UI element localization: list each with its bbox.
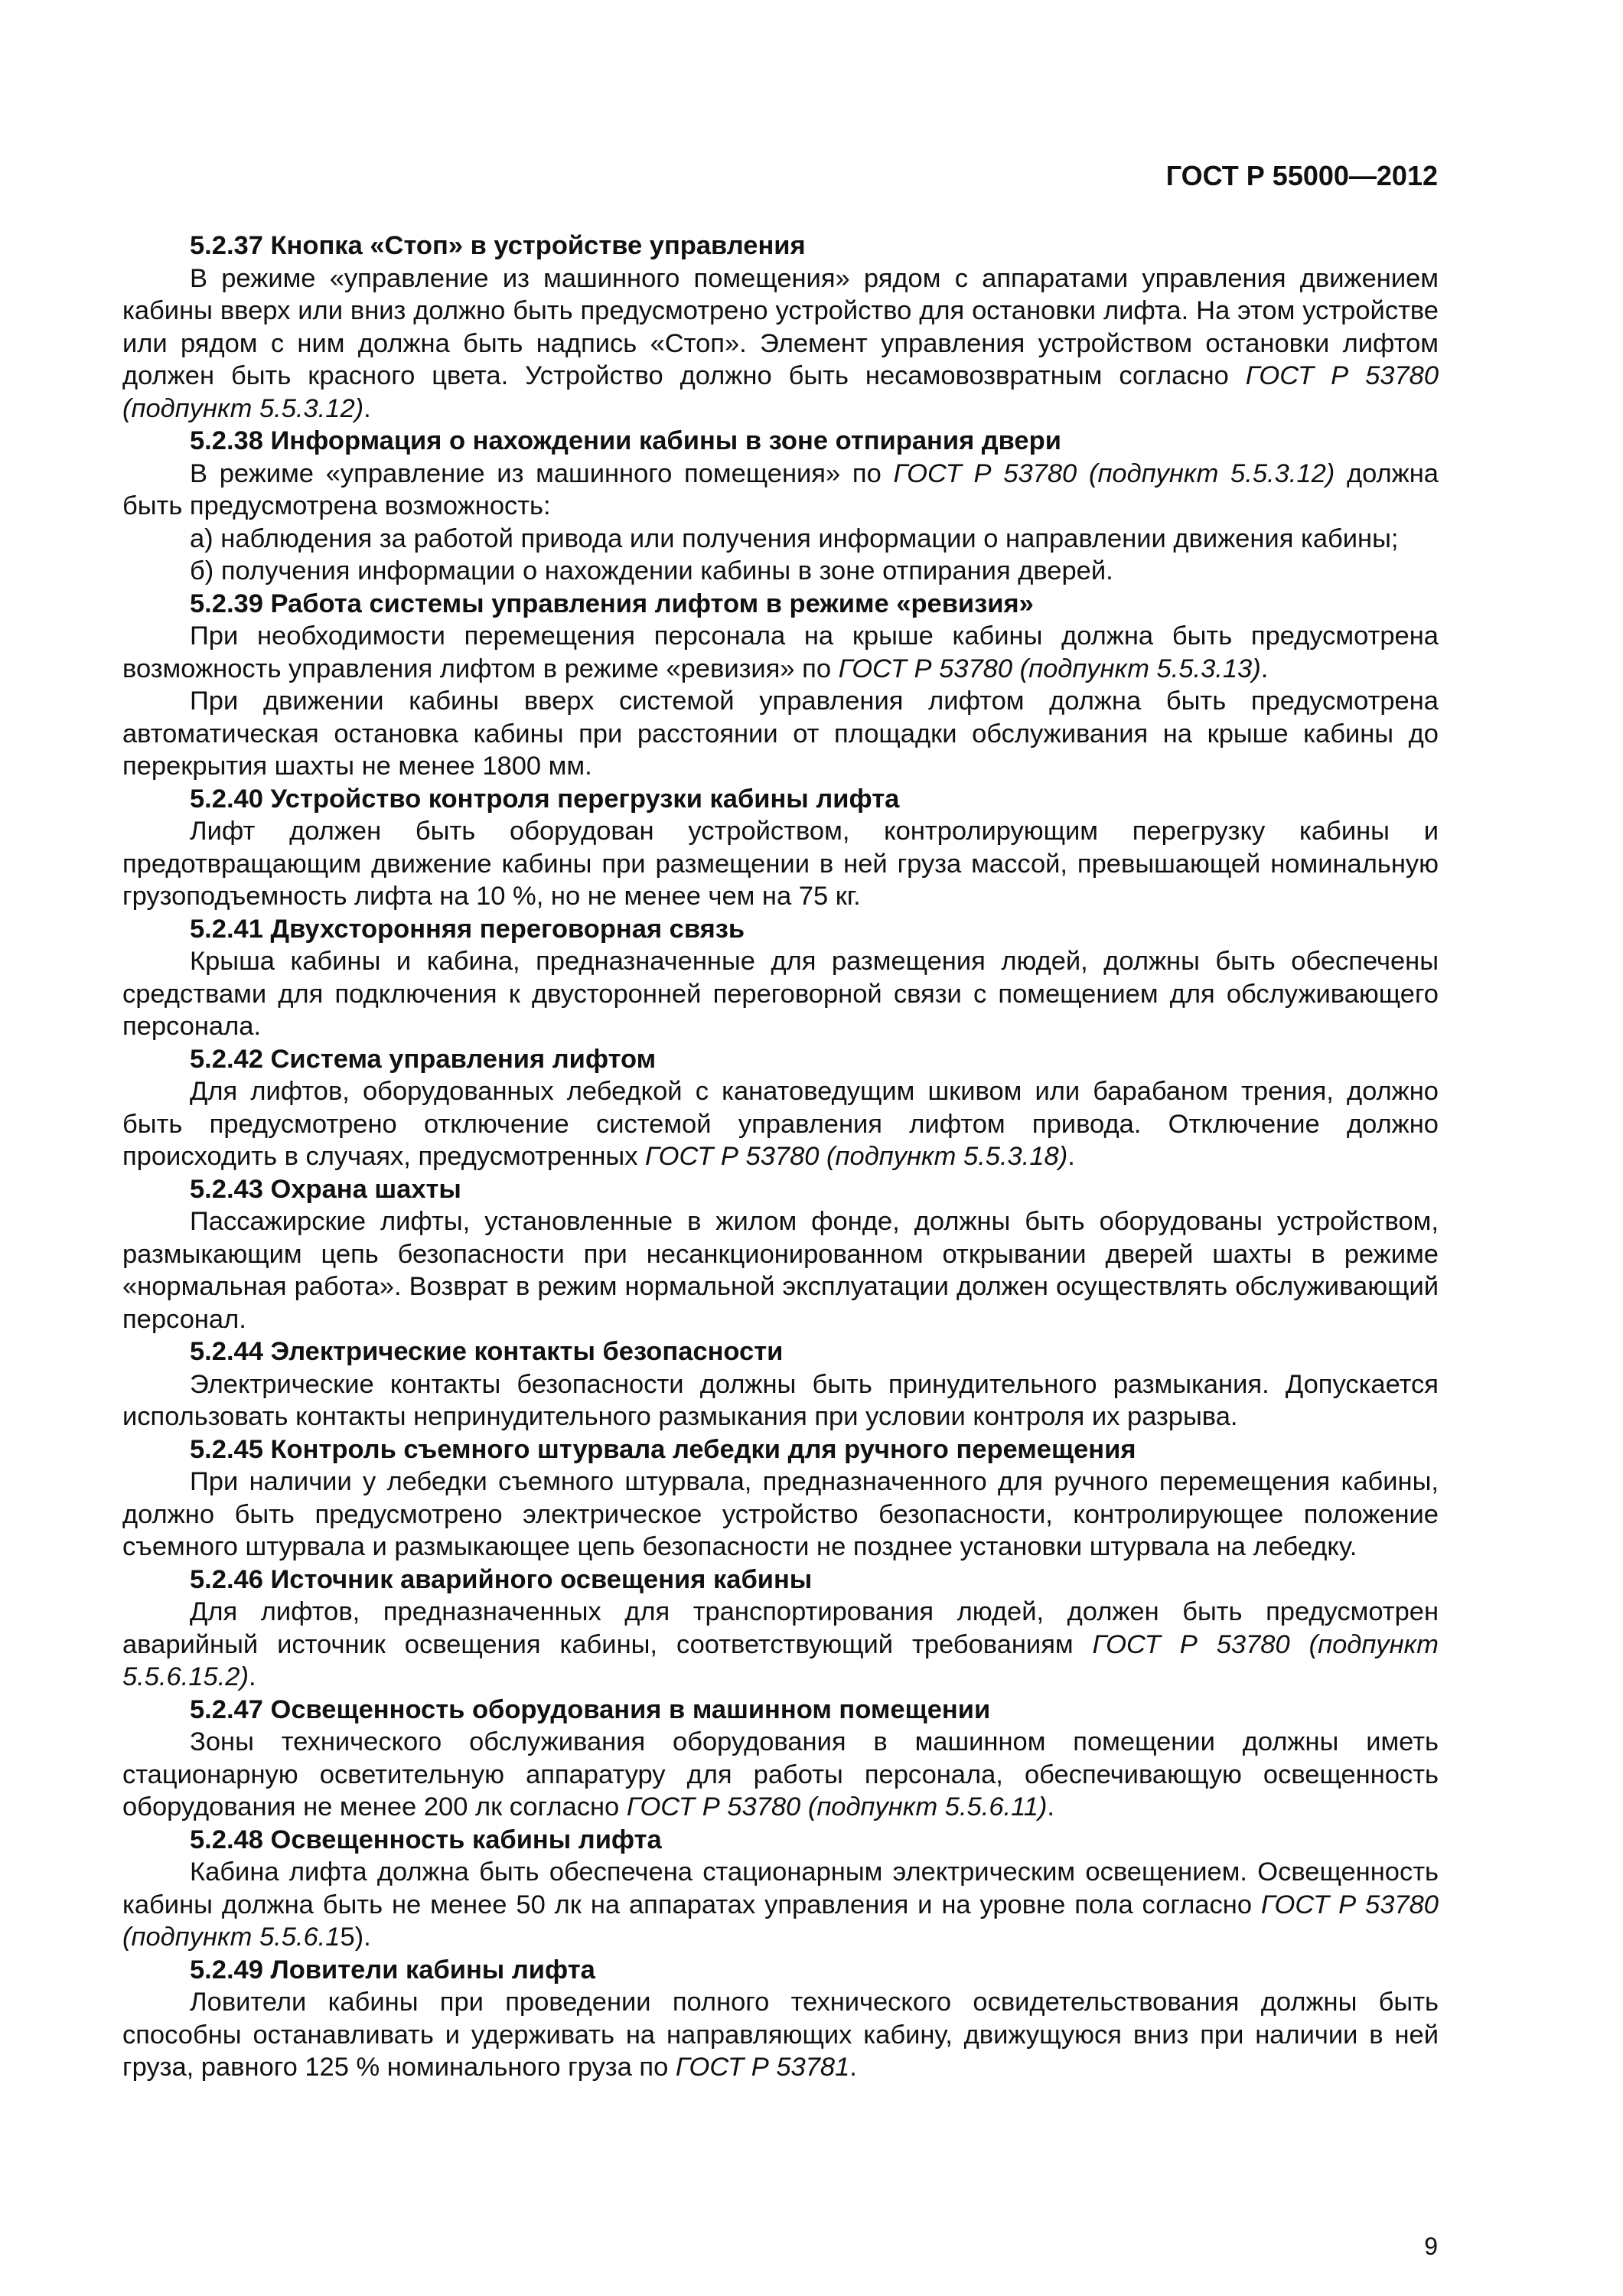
paragraph-text: Для лифтов, оборудованных лебедкой с канатоведущим шкивом или барабаном трения, должно быть предусмотрено отключение системой управления лифтом привода. Отключение должно происходить в случаях, предусмотренных: [122, 1077, 1439, 1171]
page-number: 9: [1424, 2232, 1438, 2260]
paragraph: [122, 1466, 1439, 1564]
document-code-header: ГОСТ Р 55000—2012: [1165, 160, 1438, 191]
standard-reference: ГОСТ Р 53780 (подпункт 5.5.6.15.2): [122, 1629, 1439, 1691]
paragraph: [122, 458, 1439, 523]
paragraph: [122, 1368, 1439, 1433]
paragraph-text: Кабина лифта должна быть обеспечена стационарным электрическим освещением. Освещенность кабины должна быть не менее 50 лк на аппаратах управления и на уровне пола согласно: [122, 1857, 1439, 1919]
section-title: 5.2.41 Двухсторонняя переговорная связь: [190, 914, 745, 944]
paragraph-text: Зоны технического обслуживания оборудования в машинном помещении должны иметь стационарную осветительную аппаратуру для работы персонала, обеспечивающую освещенность оборудования не менее 200 лк согласно: [122, 1727, 1439, 1821]
document-body: [122, 230, 1439, 2084]
section-title: 5.2.37 Кнопка «Стоп» в устройстве управления: [190, 231, 806, 260]
standard-reference: ГОСТ Р 53781: [675, 2053, 850, 2082]
section-title: 5.2.42 Система управления лифтом: [190, 1044, 657, 1074]
paragraph-text: .: [363, 393, 371, 423]
section-5-2-41: [122, 913, 1439, 1043]
paragraph: [122, 1075, 1439, 1173]
paragraph-text: В режиме «управление из машинного помещения» по: [190, 458, 894, 488]
section-title: 5.2.45 Контроль съемного штурвала лебедки для ручного перемещения: [190, 1434, 1136, 1464]
section-title: 5.2.49 Ловители кабины лифта: [190, 1955, 595, 1985]
paragraph: [122, 620, 1439, 685]
paragraph-text: 5).: [340, 1923, 371, 1952]
section-title: 5.2.40 Устройство контроля перегрузки кабины лифта: [190, 784, 900, 814]
standard-reference: ГОСТ Р 53780 (подпункт 5.5.3.12): [122, 361, 1439, 423]
paragraph: [122, 523, 1439, 556]
paragraph-text: .: [1260, 654, 1269, 683]
paragraph-text: Лифт должен быть оборудован устройством, контролирующим перегрузку кабины и предотвращающим движение кабины при размещении в ней груза массой, превышающей номинальную грузоподъемность лифта на 10 %, но не менее чем на 75 кг.: [122, 817, 1439, 911]
paragraph: [122, 1856, 1439, 1954]
section-5-2-48: [122, 1824, 1439, 1954]
paragraph-text: .: [1067, 1142, 1075, 1171]
standard-reference: ГОСТ Р 53780 (подпункт 5.5.6.1: [122, 1890, 1439, 1952]
section-title: 5.2.46 Источник аварийного освещения кабины: [190, 1564, 813, 1594]
paragraph-text: При наличии у лебедки съемного штурвала, предназначенного для ручного перемещения кабины, должно быть предусмотрено электрическое устройство безопасности, контролирующее положение съемного штурвала и размыкающее цепь безопасности не позднее установки штурвала на лебедку.: [122, 1467, 1439, 1561]
standard-reference: ГОСТ Р 53780 (подпункт 5.5.3.13): [838, 654, 1261, 683]
paragraph: [122, 263, 1439, 426]
section-5-2-39: [122, 588, 1439, 783]
paragraph-text: б) получения информации о нахождении кабины в зоне отпирания дверей.: [190, 556, 1113, 585]
paragraph: [122, 945, 1439, 1043]
section-title: 5.2.47 Освещенность оборудования в машинном помещении: [190, 1694, 991, 1724]
paragraph-text: а) наблюдения за работой привода или получения информации о направлении движения кабины;: [190, 523, 1399, 553]
paragraph: [122, 555, 1439, 588]
paragraph: [122, 1726, 1439, 1824]
section-5-2-40: [122, 783, 1439, 913]
paragraph-text: .: [248, 1662, 256, 1691]
section-5-2-45: [122, 1433, 1439, 1564]
section-5-2-46: [122, 1564, 1439, 1694]
section-5-2-44: [122, 1336, 1439, 1433]
section-5-2-38: [122, 425, 1439, 588]
paragraph-text: Пассажирские лифты, установленные в жилом фонде, должны быть оборудованы устройством, размыкающим цепь безопасности при несанкционированном открывании дверей шахты в режиме «нормальная работа». Возврат в режим нормальной эксплуатации должен осуществлять обслуживающий персонал.: [122, 1207, 1439, 1334]
section-title: 5.2.44 Электрические контакты безопасности: [190, 1337, 784, 1366]
standard-reference: ГОСТ Р 53780 (подпункт 5.5.6.11): [626, 1792, 1048, 1821]
paragraph-text: должна быть предусмотрена возможность:: [122, 458, 1439, 520]
paragraph: [122, 815, 1439, 913]
section-5-2-42: [122, 1043, 1439, 1173]
section-5-2-49: [122, 1954, 1439, 2084]
paragraph-text: Крыша кабины и кабина, предназначенные для размещения людей, должны быть обеспечены средствами для подключения к двусторонней переговорной связи с помещением для обслуживающего персонала.: [122, 947, 1439, 1041]
section-title: 5.2.43 Охрана шахты: [190, 1174, 461, 1204]
paragraph: [122, 1986, 1439, 2084]
paragraph-text: Ловители кабины при проведении полного технического освидетельствования должны быть способны останавливать и удерживать на направляющих кабину, движущуюся вниз при наличии в ней груза, равного 125 % номинального груза по: [122, 1988, 1439, 2082]
standard-reference: ГОСТ Р 53780 (подпункт 5.5.3.12): [893, 458, 1335, 488]
paragraph-text: .: [849, 2053, 857, 2082]
section-title: 5.2.38 Информация о нахождении кабины в зоне отпирания двери: [190, 426, 1061, 455]
paragraph: [122, 1596, 1439, 1694]
standard-reference: ГОСТ Р 53780 (подпункт 5.5.3.18): [645, 1142, 1068, 1171]
paragraph: [122, 1205, 1439, 1336]
section-title: 5.2.39 Работа системы управления лифтом в режиме «ревизия»: [190, 589, 1034, 618]
paragraph-text: Для лифтов, предназначенных для транспортирования людей, должен быть предусмотрен аварийный источник освещения кабины, соответствующий требованиям: [122, 1597, 1439, 1659]
paragraph-text: В режиме «управление из машинного помещения» рядом с аппаратами управления движением кабины вверх или вниз должно быть предусмотрено устройство для остановки лифта. На этом устройстве или рядом с ним должна быть надпись «Стоп». Элемент управления устройством остановки лифтом должен быть красного цвета. Устройство должно быть несамовозвратным согласно: [122, 263, 1439, 390]
section-5-2-47: [122, 1694, 1439, 1824]
paragraph-text: При движении кабины вверх системой управления лифтом должна быть предусмотрена автоматическая остановка кабины при расстоянии от площадки обслуживания на крыше кабины до перекрытия шахты не менее 1800 мм.: [122, 687, 1439, 781]
section-5-2-43: [122, 1173, 1439, 1336]
section-5-2-37: [122, 230, 1439, 425]
paragraph-text: .: [1047, 1792, 1054, 1821]
section-title: 5.2.48 Освещенность кабины лифта: [190, 1825, 662, 1854]
paragraph-text: При необходимости перемещения персонала на крыше кабины должна быть предусмотрена возможность управления лифтом в режиме «ревизия» по: [122, 621, 1439, 683]
paragraph-text: Электрические контакты безопасности должны быть принудительного размыкания. Допускается использовать контакты непринудительного размыкания при условии контроля их разрыва.: [122, 1369, 1439, 1431]
paragraph: [122, 685, 1439, 783]
